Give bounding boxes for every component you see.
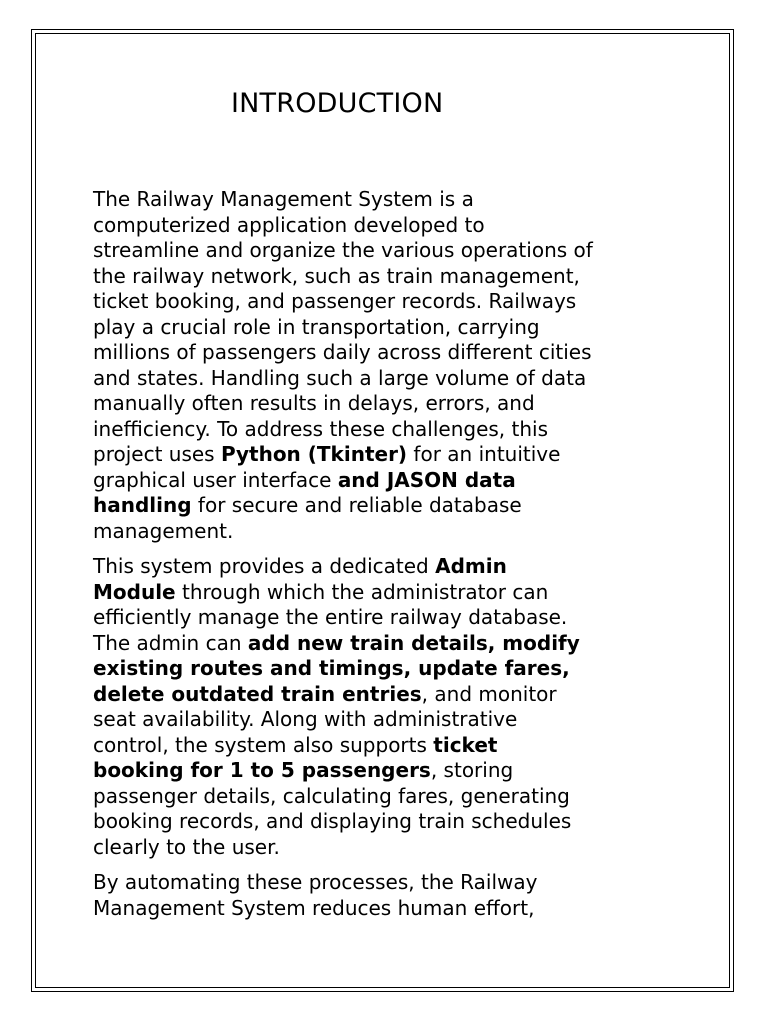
- text-run: clearly to the user.: [93, 834, 280, 859]
- text-run: The admin can: [93, 630, 248, 655]
- body-text: [93, 187, 693, 931]
- text-line: [93, 213, 693, 239]
- bold-text: Python (Tkinter): [220, 442, 408, 466]
- bold-text: delete outdated train entries: [93, 681, 422, 706]
- text-line: [93, 187, 693, 213]
- text-run: the railway network, such as train management,: [93, 263, 580, 288]
- text-run: manually often results in delays, errors, and: [93, 391, 535, 415]
- text-line: [93, 580, 693, 606]
- text-line: [93, 554, 693, 580]
- text-line: [93, 809, 693, 835]
- text-run: for secure and reliable database: [191, 493, 522, 517]
- text-run: seat availability. Along with administrative: [93, 707, 518, 731]
- text-run: The Railway Management System is a: [93, 187, 474, 211]
- text-run: , storing: [430, 758, 514, 782]
- text-line: [93, 870, 693, 896]
- text-line: [93, 315, 693, 341]
- text-line: [93, 391, 693, 417]
- text-run: streamline and organize the various operations of: [93, 238, 593, 262]
- text-line: [93, 605, 693, 631]
- text-run: play a crucial role in transportation, carrying: [93, 314, 540, 339]
- text-run: for an intuitive: [407, 442, 561, 466]
- bold-text: Module: [93, 579, 176, 604]
- text-run: ticket booking, and passenger records. Railways: [93, 289, 577, 313]
- text-line: [93, 238, 693, 264]
- bold-text: and JASON data: [337, 467, 516, 492]
- text-line: [93, 656, 693, 682]
- text-run: , and monitor: [421, 681, 557, 706]
- text-run: passenger details, calculating fares, generating: [93, 783, 570, 808]
- text-line: [93, 468, 693, 494]
- text-line: [93, 707, 693, 733]
- paragraph: [93, 554, 693, 860]
- bold-text: Admin: [435, 554, 507, 578]
- text-run: management.: [93, 518, 234, 543]
- page-title: INTRODUCTION: [231, 88, 444, 119]
- bold-text: ticket: [433, 732, 498, 757]
- bold-text: booking for 1 to 5 passengers: [93, 758, 431, 782]
- text-line: [93, 366, 693, 392]
- text-run: booking records, and displaying train schedules: [93, 809, 572, 833]
- text-run: By automating these processes, the Railway: [93, 870, 538, 894]
- text-line: [93, 835, 693, 861]
- text-line: [93, 493, 693, 519]
- text-run: millions of passengers daily across different cities: [93, 340, 592, 364]
- text-line: [93, 417, 693, 443]
- text-line: [93, 733, 693, 759]
- text-line: [93, 631, 693, 657]
- text-run: project uses: [93, 442, 221, 466]
- text-line: [93, 896, 693, 922]
- text-run: and states. Handling such a large volume of data: [93, 365, 587, 390]
- text-line: [93, 519, 693, 545]
- paragraph: [93, 870, 693, 921]
- text-run: efficiently manage the entire railway database.: [93, 605, 568, 629]
- bold-text: add new train details, modify: [247, 630, 580, 655]
- text-run: inefficiency. To address these challenges, this: [93, 416, 548, 441]
- text-line: [93, 784, 693, 810]
- text-line: [93, 289, 693, 315]
- text-run: graphical user interface: [93, 467, 338, 492]
- bold-text: existing routes and timings, update fares,: [93, 656, 570, 680]
- text-line: [93, 758, 693, 784]
- text-line: [93, 264, 693, 290]
- text-run: through which the administrator can: [175, 579, 549, 604]
- text-run: Management System reduces human effort,: [93, 895, 535, 920]
- text-line: [93, 340, 693, 366]
- paragraph: [93, 187, 693, 544]
- bold-text: handling: [93, 493, 192, 517]
- text-line: [93, 442, 693, 468]
- text-run: computerized application developed to: [93, 212, 485, 237]
- text-run: This system provides a dedicated: [93, 554, 436, 578]
- text-run: control, the system also supports: [93, 732, 434, 757]
- text-line: [93, 682, 693, 708]
